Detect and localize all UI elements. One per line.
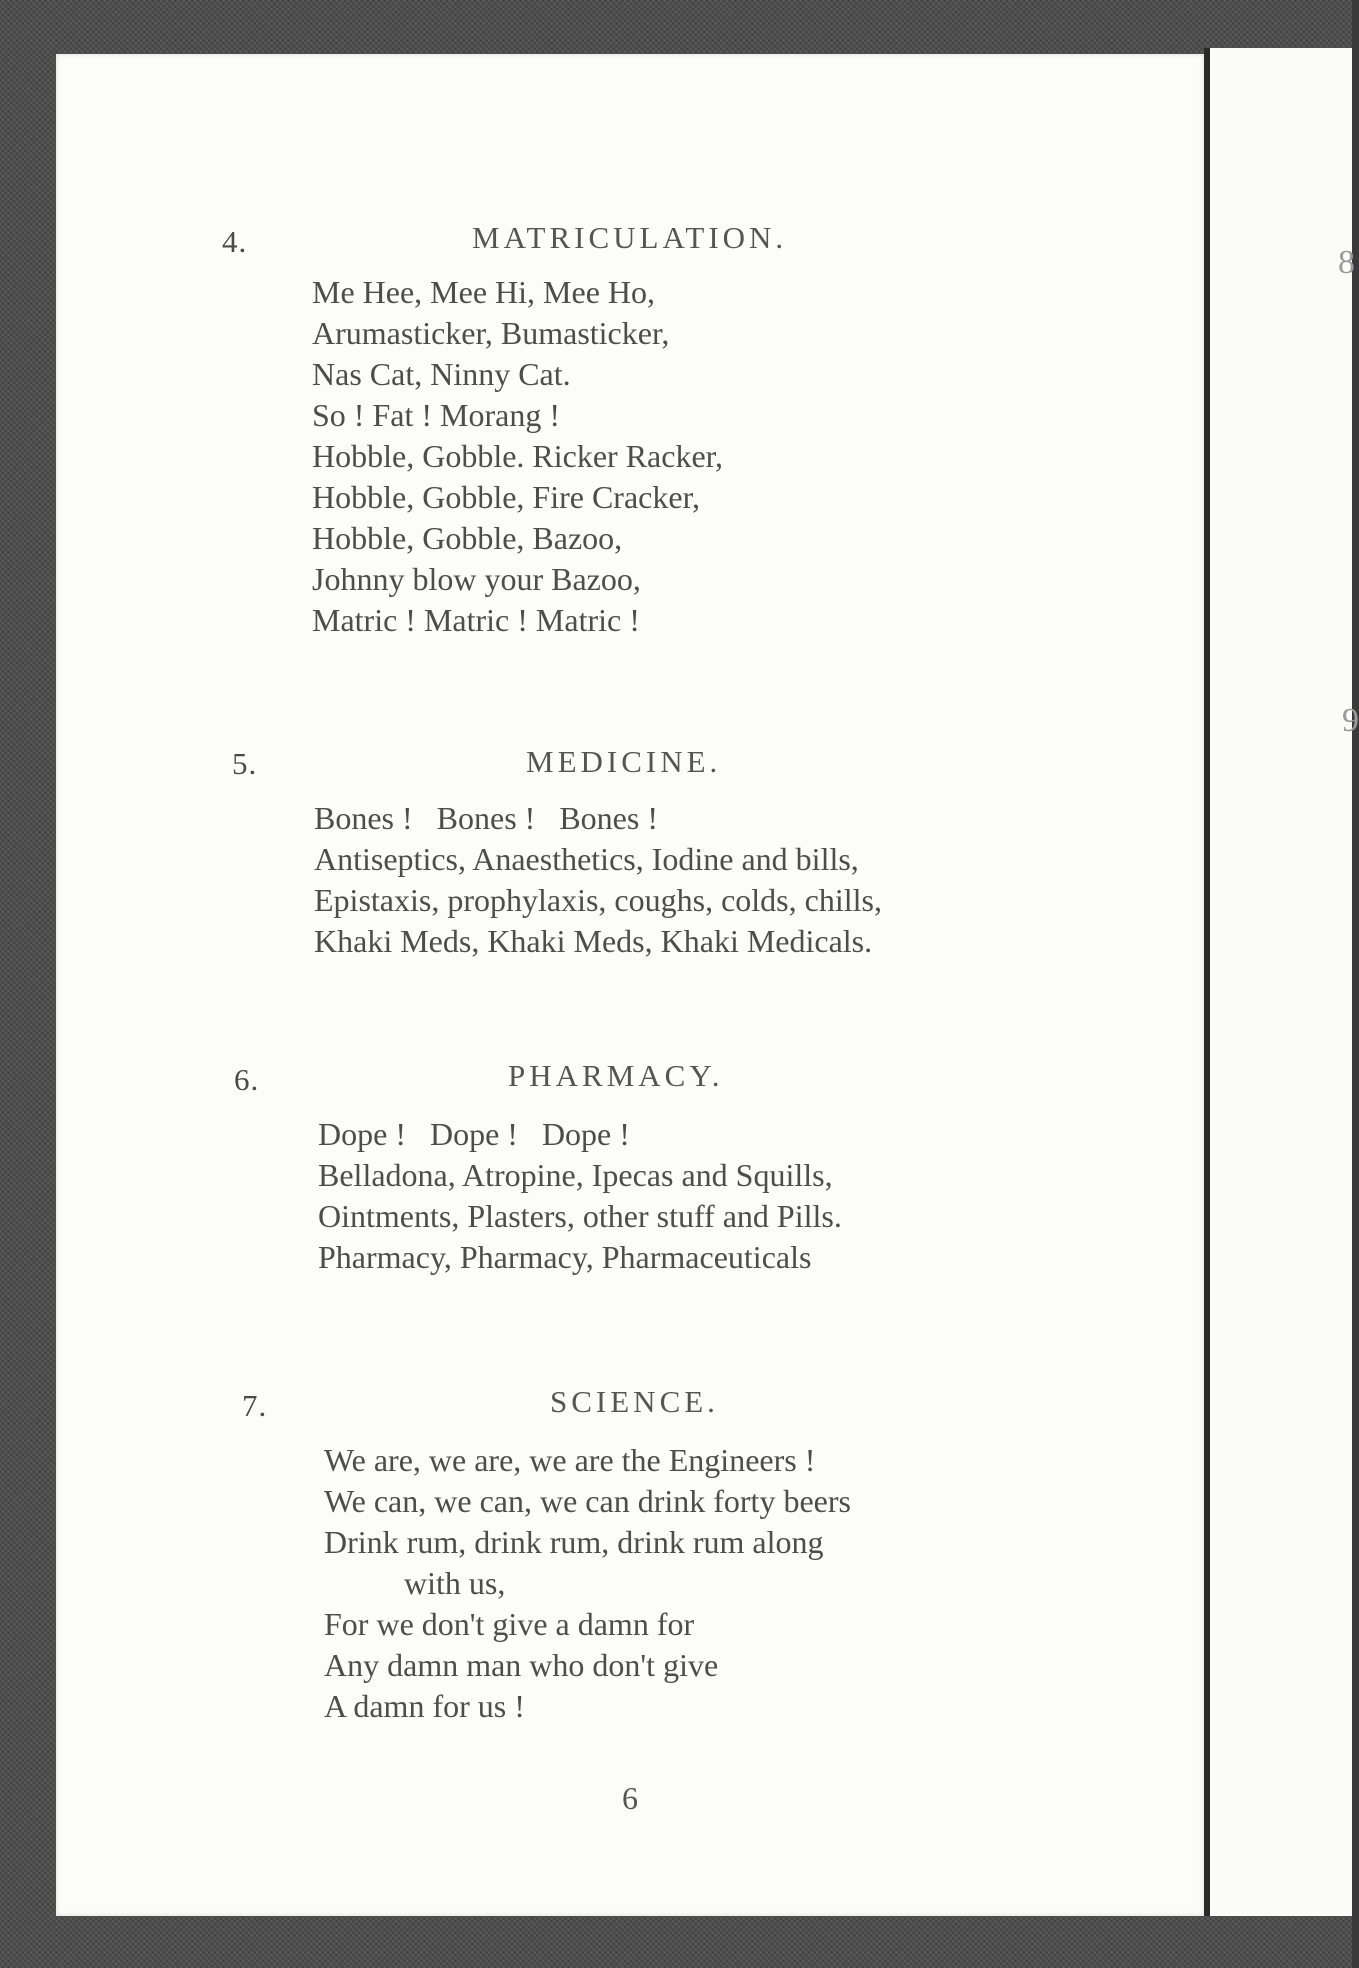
page-number: 6 xyxy=(622,1780,638,1816)
cheer-line: Antiseptics, Anaesthetics, Iodine and bills, xyxy=(314,841,859,877)
cheer-line: We are, we are, we are the Engineers ! xyxy=(324,1442,816,1478)
cheer-lines xyxy=(312,272,723,641)
cheer-line: Drink rum, drink rum, drink rum along xyxy=(324,1524,824,1560)
cheer-line: Epistaxis, prophylaxis, coughs, colds, chills, xyxy=(314,882,882,918)
cheer-line: Any damn man who don't give xyxy=(324,1647,719,1683)
cheer-line: Khaki Meds, Khaki Meds, Khaki Medicals. xyxy=(314,923,873,959)
facing-page-number-9: 9 xyxy=(1342,702,1359,739)
cheer-lines xyxy=(318,1114,842,1278)
cheer-line: Belladona, Atropine, Ipecas and Squills, xyxy=(318,1157,833,1193)
section-title: PHARMACY. xyxy=(508,1058,724,1093)
facing-page xyxy=(1210,48,1359,1916)
cheer-line: A damn for us ! xyxy=(324,1688,525,1724)
cheer-lines xyxy=(324,1440,851,1727)
cheer-line: Me Hee, Mee Hi, Mee Ho, xyxy=(312,274,655,310)
cheer-line: Dope ! Dope ! Dope ! xyxy=(318,1116,630,1152)
cheer-line: Hobble, Gobble. Ricker Racker, xyxy=(312,438,724,474)
document-page xyxy=(56,54,1204,1916)
section-number: 4. xyxy=(222,224,248,259)
cheer-line: Ointments, Plasters, other stuff and Pills. xyxy=(318,1198,842,1234)
section-number: 5. xyxy=(232,746,258,781)
cheer-line: Nas Cat, Ninny Cat. xyxy=(312,356,571,392)
section-title: MATRICULATION. xyxy=(472,220,788,255)
cheer-line: Bones ! Bones ! Bones ! xyxy=(314,800,658,836)
cheer-line: Matric ! Matric ! Matric ! xyxy=(312,602,640,638)
cheer-line: So ! Fat ! Morang ! xyxy=(312,397,560,433)
cheer-lines xyxy=(314,798,882,962)
cheer-line: Arumasticker, Bumasticker, xyxy=(312,315,670,351)
cheer-line: For we don't give a damn for xyxy=(324,1606,695,1642)
cheer-line: Hobble, Gobble, Fire Cracker, xyxy=(312,479,700,515)
cheer-line: We can, we can, we can drink forty beers xyxy=(324,1483,851,1519)
cheer-line: with us, xyxy=(404,1565,506,1601)
cheer-line: Pharmacy, Pharmacy, Pharmaceuticals xyxy=(318,1239,812,1275)
facing-page-number-8: 8 xyxy=(1338,244,1355,281)
cheer-line: Hobble, Gobble, Bazoo, xyxy=(312,520,623,556)
section-number: 6. xyxy=(234,1062,260,1097)
section-title: SCIENCE. xyxy=(550,1384,719,1419)
cheer-line: Johnny blow your Bazoo, xyxy=(312,561,641,597)
section-number: 7. xyxy=(242,1388,268,1423)
section-title: MEDICINE. xyxy=(526,744,722,779)
